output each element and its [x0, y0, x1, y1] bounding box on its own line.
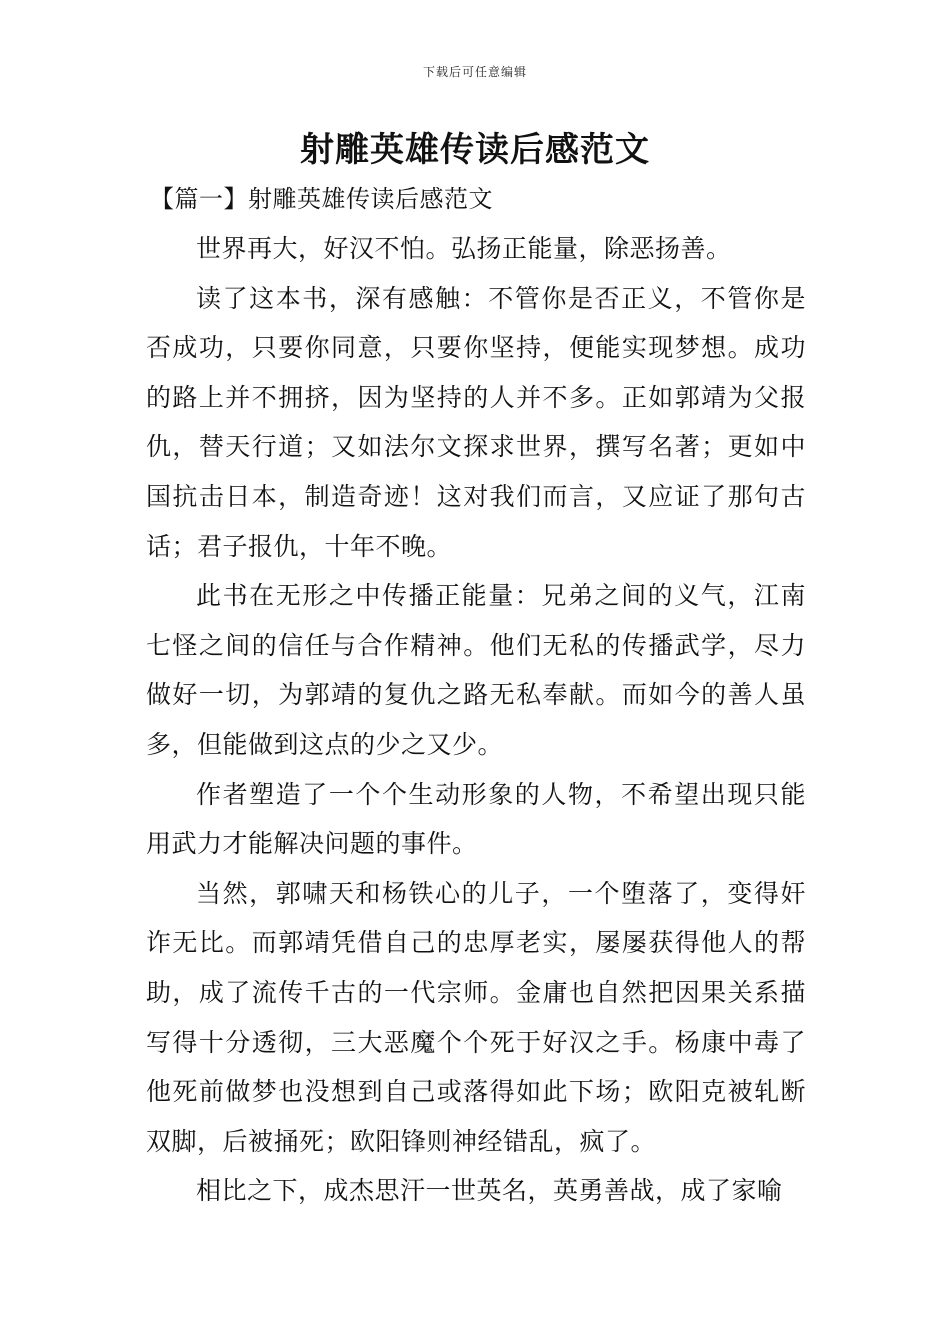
paragraph: 此书在无形之中传播正能量：兄弟之间的义气，江南七怪之间的信任与合作精神。他们无私的传播武学，尽力做好一切，为郭靖的复仇之路无私奉献。而如今的善人虽多，但能做到这点的少之又少。 — [146, 581, 806, 759]
paragraph: 世界再大，好汉不怕。弘扬正能量，除恶扬善。 — [196, 234, 732, 263]
paragraph: 相比之下，成杰思汗一世英名，英勇善战，成了家喻 — [196, 1176, 783, 1206]
section-heading: 【篇一】射雕英雄传读后感范文 — [150, 185, 493, 213]
document-title: 射雕英雄传读后感范文 — [300, 130, 650, 170]
body-text — [146, 224, 806, 1216]
paragraph: 当然，郭啸天和杨铁心的儿子，一个堕落了，变得奸诈无比。而郭靖凭借自己的忠厚老实，屡屡获得他人的帮助，成了流传千古的一代宗师。金庸也自然把因果关系描写得十分透彻，三大恶魔个个死于好汉之手。杨康中毒了他死前做梦也没想到自己或落得如此下场；欧阳克被轧断双脚，后被捅死；欧阳锋则神经错乱，疯了。 — [146, 878, 806, 1156]
paragraph: 作者塑造了一个个生动形象的人物，不希望出现只能用武力才能解决问题的事件。 — [146, 779, 806, 859]
header-note: 下载后可任意编辑 — [422, 65, 527, 79]
paragraph: 读了这本书，深有感触：不管你是否正义，不管你是否成功，只要你同意，只要你坚持，便能实现梦想。成功的路上并不拥挤，因为坚持的人并不多。正如郭靖为父报仇，替天行道；又如法尔文探求世界，撰写名著；更如中国抗击日本，制造奇迹！这对我们而言，又应证了那句古话；君子报仇，十年不晚。 — [146, 283, 806, 561]
